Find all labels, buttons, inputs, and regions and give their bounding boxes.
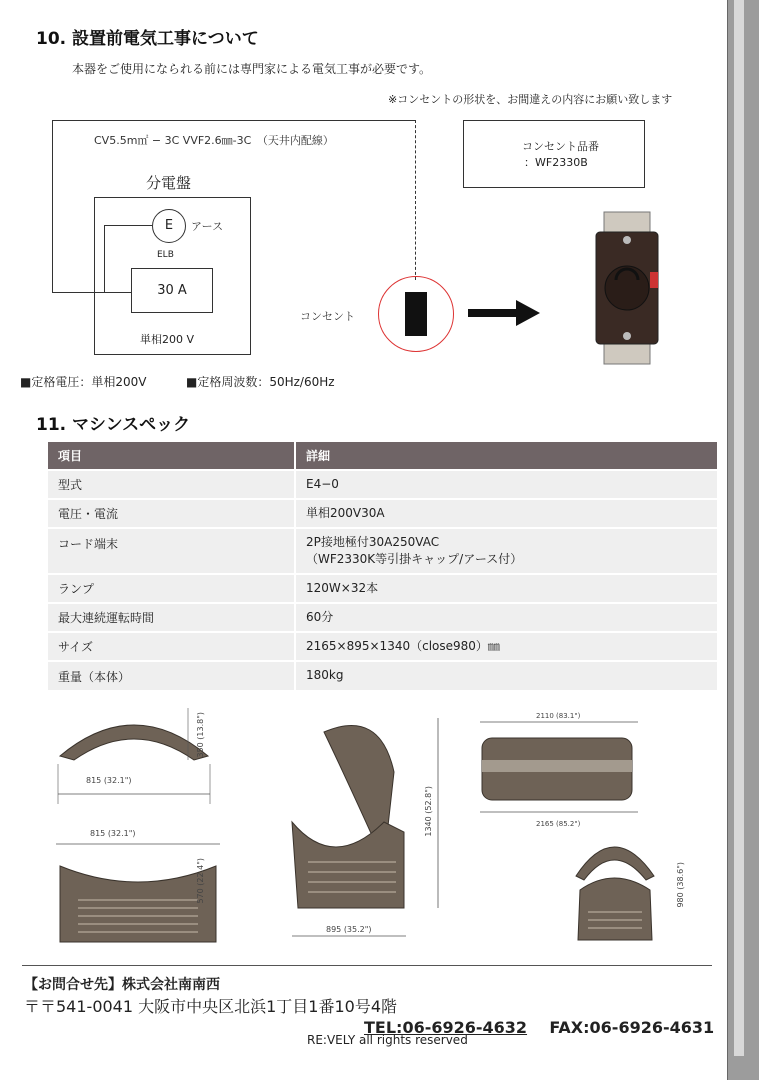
spec-header-row (48, 442, 718, 470)
breaker-box: 30 A (131, 268, 213, 313)
long-side-drawing (476, 718, 642, 818)
outlet-model-number: ：WF2330B (524, 156, 588, 169)
spec-header-item: 項目 (48, 442, 295, 470)
canopy-front-drawing (54, 704, 214, 814)
scrollbar-track[interactable] (734, 0, 744, 1056)
single-phase-label: 単相200 V (140, 333, 195, 346)
section-10-intro: 本器をご使用になられる前には専門家による電気工事が必要です。 (72, 62, 432, 76)
dim-height-top: 350 (13.8") (196, 712, 205, 758)
earth-symbol: E (152, 209, 186, 243)
spec-item: 重量（本体） (48, 661, 295, 690)
table-row (48, 528, 718, 574)
outlet-model-title: コンセント品番 (522, 140, 599, 153)
table-row (48, 574, 718, 603)
spec-header-detail: 詳細 (295, 442, 718, 470)
contact-address: 〒〒541-0041 大阪市中央区北浜1丁目1番10号4階 (24, 997, 398, 1016)
dim-width-mid: 815 (32.1") (90, 829, 136, 838)
copyright: RE:VELY all rights reserved (307, 1033, 468, 1047)
spec-item: コード端末 (48, 528, 295, 574)
cable-spec-label: CV5.5m㎡ − 3C VVF2.6㎜-3C （天井内配線） (94, 134, 334, 147)
table-row (48, 603, 718, 632)
spec-detail: 60分 (295, 603, 718, 632)
outlet-label: コンセント (300, 310, 355, 323)
table-row (48, 632, 718, 661)
spec-detail: 2165×895×1340（close980）㎜ (295, 632, 718, 661)
dim-depth-side: 895 (35.2") (326, 925, 372, 934)
page-gutter (727, 0, 759, 1080)
spec-detail: 180kg (295, 661, 718, 690)
elb-label: ELB (157, 250, 174, 260)
table-row (48, 470, 718, 499)
earth-label: アース (191, 220, 224, 233)
rated-voltage: ■定格電圧：単相200V (20, 375, 147, 389)
spec-item: 最大連続運転時間 (48, 603, 295, 632)
spec-detail: 単相200V30A (295, 499, 718, 528)
fax-number: FAX:06-6926-4631 (549, 1018, 715, 1037)
spec-detail: 2P接地極付30A250VAC （WF2330K等引掛キャップ/アース付） (295, 528, 718, 574)
section-10-title: 10. 設置前電気工事について (36, 29, 259, 49)
machine-spec-table (48, 442, 719, 690)
dim-height-side: 1340 (52.8") (424, 786, 433, 837)
outlet-shape-note: ※コンセントの形状を、お間違えの内容にお願い致します (388, 93, 673, 106)
table-row (48, 661, 718, 690)
rated-frequency: ■定格周波数：50Hz/60Hz (186, 375, 335, 389)
footer-divider (22, 965, 712, 966)
distribution-panel-label: 分電盤 (146, 174, 192, 192)
outlet-model-box (463, 120, 645, 188)
section-11-title: 11. マシンスペック (36, 415, 191, 435)
dim-height-mid: 570 (22.4") (196, 858, 205, 904)
dim-height-front: 980 (38.6") (676, 862, 685, 908)
spec-detail: E4−0 (295, 470, 718, 499)
outlet-product-image (586, 208, 668, 368)
spec-item: 型式 (48, 470, 295, 499)
contact-company: 【お問合せ先】株式会社南南西 (24, 977, 220, 993)
table-row (48, 499, 718, 528)
tel-link[interactable]: TEL:06-6926-4632 (364, 1018, 528, 1037)
spec-detail: 120W×32本 (295, 574, 718, 603)
spec-item: 電圧・電流 (48, 499, 295, 528)
spec-item: ランプ (48, 574, 295, 603)
outlet-circle (378, 276, 454, 352)
dim-length-bottom: 2165 (85.2") (536, 820, 581, 828)
spec-item: サイズ (48, 632, 295, 661)
dim-length-top: 2110 (83.1") (536, 712, 581, 720)
dim-width-top: 815 (32.1") (86, 776, 132, 785)
arrow-right-icon (468, 300, 540, 326)
outlet-icon (405, 292, 427, 336)
front-view-drawing (566, 826, 666, 946)
